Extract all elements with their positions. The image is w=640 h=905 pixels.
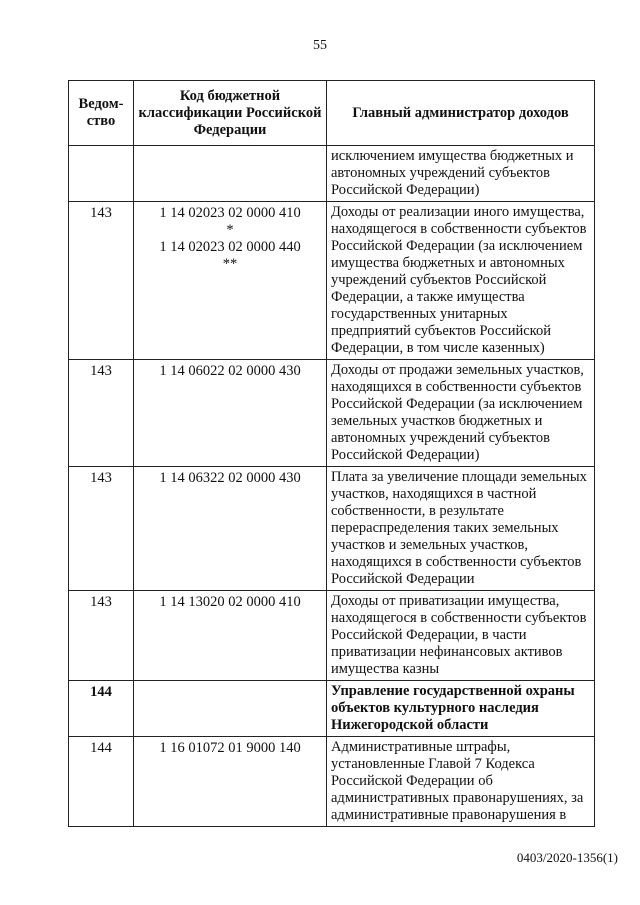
table-row — [69, 202, 595, 360]
row-dept: 144 — [69, 737, 134, 827]
row-budget-code — [134, 360, 327, 467]
row-budget-code — [134, 146, 327, 202]
budget-code-line: 1 14 06322 02 0000 430 — [159, 470, 301, 486]
table-header-row — [69, 81, 595, 146]
table-row — [69, 681, 595, 737]
page-number: 55 — [313, 38, 327, 53]
budget-code-line: 1 16 01072 01 9000 140 — [159, 740, 301, 756]
header-dept: Ведом-ство — [69, 81, 134, 146]
row-administrator: Доходы от реализации иного имущества, находящегося в собственности субъектов Российской Федерации (за исключением имущества бюджетных и автономных учреждений субъектов Российской Федерации, а также имущества государственных унитарных предприятий субъектов Российской Федерации, в том числе казенных) — [327, 202, 595, 360]
row-budget-code — [134, 737, 327, 827]
budget-code-line: 1 14 02023 02 0000 410 — [159, 205, 301, 221]
row-budget-code — [134, 591, 327, 681]
table-row — [69, 360, 595, 467]
row-administrator: Управление государственной охраны объектов культурного наследия Нижегородской области — [327, 681, 595, 737]
budget-code-line: * — [226, 222, 234, 238]
revenue-administrators-table — [68, 80, 595, 827]
budget-code-line: 1 14 06022 02 0000 430 — [159, 363, 301, 379]
row-dept — [69, 146, 134, 202]
budget-code-line: 1 14 02023 02 0000 440 — [159, 239, 301, 255]
row-administrator: Доходы от приватизации имущества, находящегося в собственности субъектов Российской Федерации, в части приватизации нефинансовых активов имущества казны — [327, 591, 595, 681]
row-administrator: Плата за увеличение площади земельных участков, находящихся в частной собственности, в результате перераспределения таких земельных участков и земельных участков, находящихся в собственности субъектов Российской Федерации — [327, 467, 595, 591]
row-dept: 144 — [69, 681, 134, 737]
budget-code-line: 1 14 13020 02 0000 410 — [159, 594, 301, 610]
row-administrator: Административные штрафы, установленные Главой 7 Кодекса Российской Федерации об административных правонарушениях, за административные правонарушения в — [327, 737, 595, 827]
table-body — [69, 146, 595, 827]
table-row — [69, 467, 595, 591]
table-row — [69, 591, 595, 681]
row-budget-code — [134, 202, 327, 360]
header-administrator: Главный администратор доходов — [327, 81, 595, 146]
document-code: 0403/2020-1356(1) — [516, 850, 618, 865]
row-budget-code — [134, 681, 327, 737]
row-dept: 143 — [69, 202, 134, 360]
row-dept: 143 — [69, 591, 134, 681]
row-administrator: Доходы от продажи земельных участков, находящихся в собственности субъектов Российской Федерации (за исключением земельных участков бюджетных и автономных учреждений субъектов Российской Федерации) — [327, 360, 595, 467]
row-budget-code — [134, 467, 327, 591]
header-budget-code: Код бюджетной классификации Российской Федерации — [134, 81, 327, 146]
budget-code-line: ** — [222, 256, 238, 272]
row-dept: 143 — [69, 467, 134, 591]
row-administrator: исключением имущества бюджетных и автономных учреждений субъектов Российской Федерации) — [327, 146, 595, 202]
table-row — [69, 737, 595, 827]
table-row — [69, 146, 595, 202]
row-dept: 143 — [69, 360, 134, 467]
